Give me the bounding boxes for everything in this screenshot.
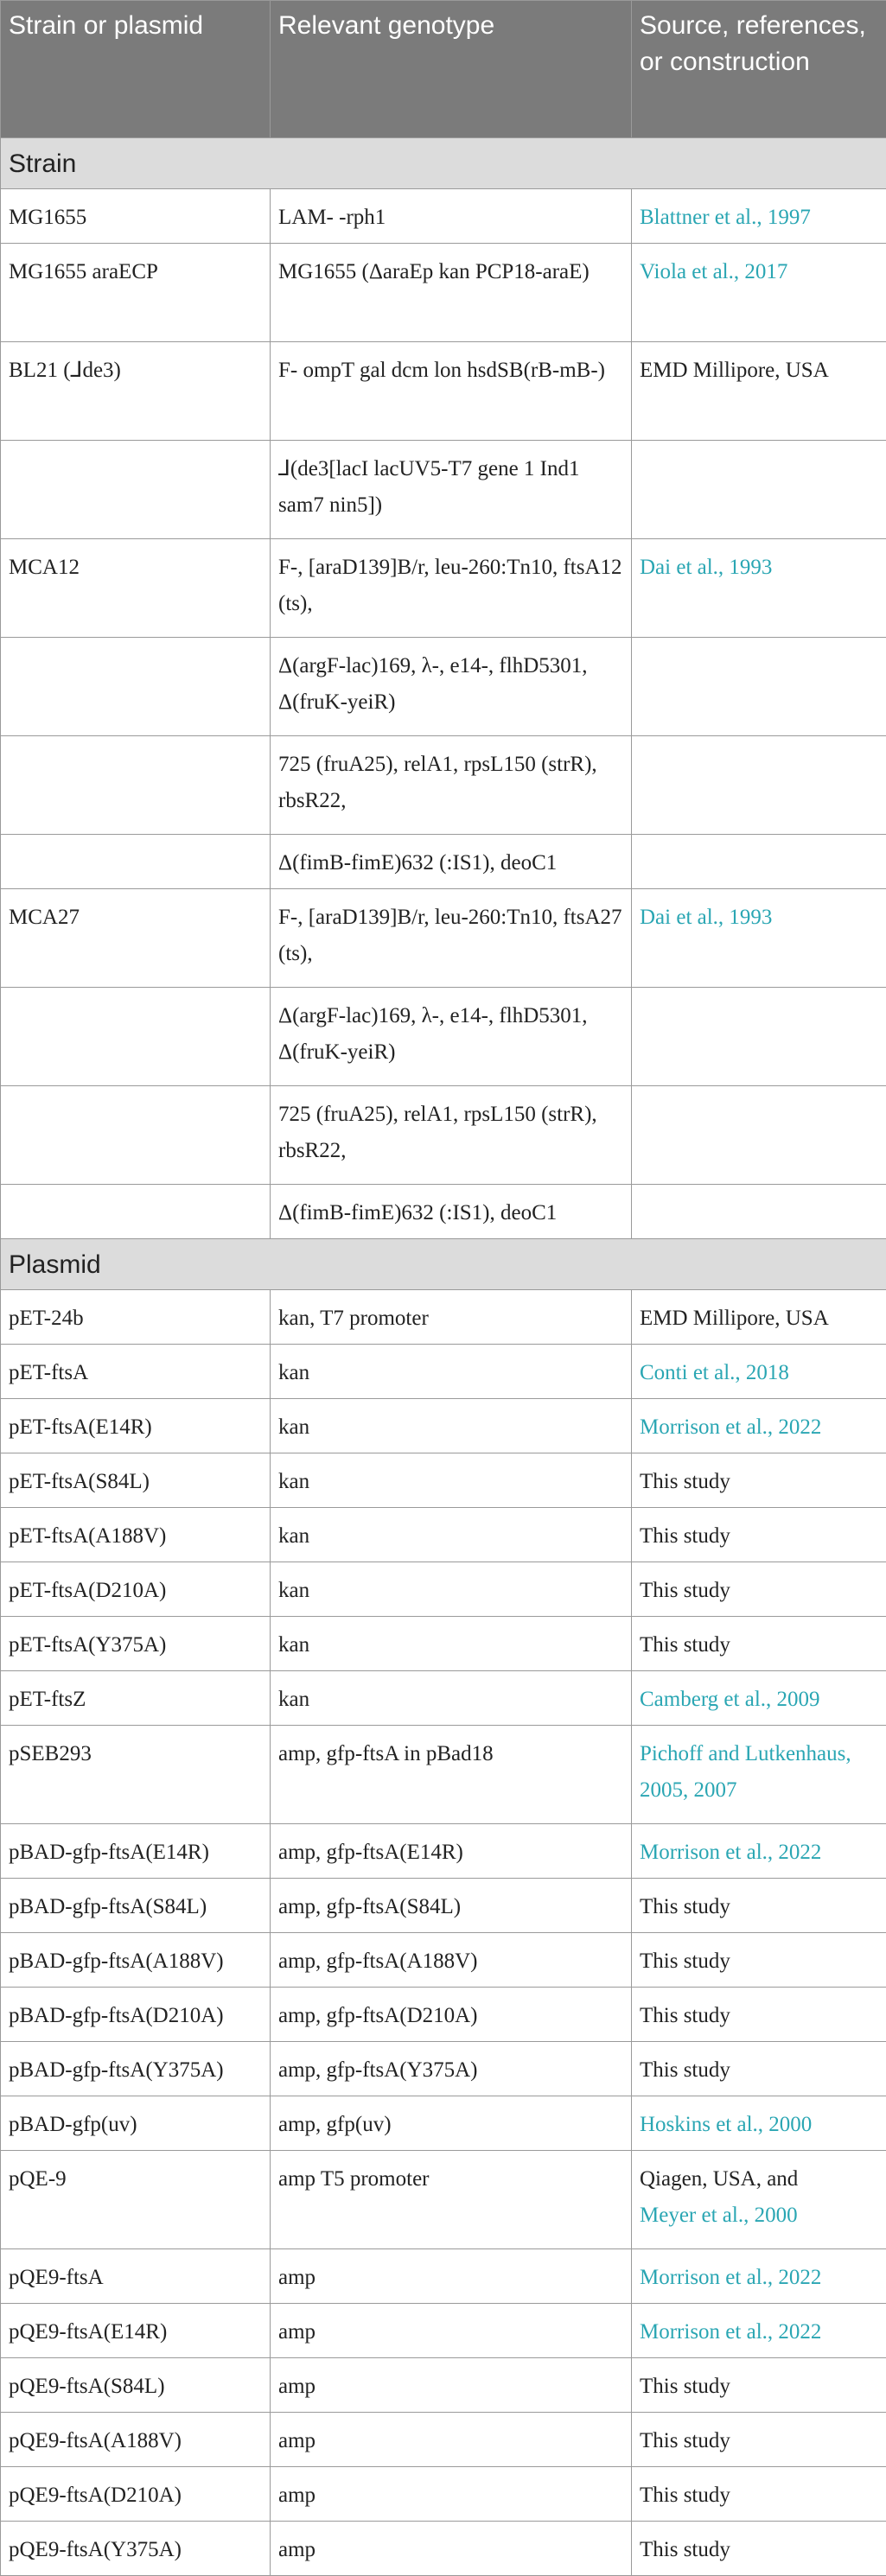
strain-or-plasmid-cell: MCA27 <box>1 889 271 988</box>
source-cell <box>632 736 886 835</box>
source-cell: This study <box>632 2522 886 2576</box>
source-cell: EMD Millipore, USA <box>632 342 886 441</box>
section-title: Plasmid <box>1 1239 886 1290</box>
source-cell <box>632 988 886 1086</box>
genotype-cell: amp, gfp(uv) <box>271 2096 632 2151</box>
reference-link[interactable]: Camberg et al., 2009 <box>632 1671 886 1726</box>
genotype-cell: F-, [araD139]B/r, leu-260:Tn10, ftsA27 (ts), <box>271 889 632 988</box>
genotype-cell: 725 (fruA25), relA1, rpsL150 (strR), rbsR22, <box>271 736 632 835</box>
strain-or-plasmid-cell: pQE-9 <box>1 2151 271 2249</box>
table-header-row <box>1 1 886 138</box>
source-cell: This study <box>632 1453 886 1508</box>
strain-or-plasmid-cell: pBAD-gfp-ftsA(A188V) <box>1 1933 271 1988</box>
genotype-cell: kan <box>271 1671 632 1726</box>
strain-or-plasmid-cell: pET-ftsA <box>1 1345 271 1399</box>
genotype-cell: Δ(argF-lac)169, λ-, e14-, flhD5301, Δ(fruK-yeiR) <box>271 988 632 1086</box>
strain-or-plasmid-cell: pET-ftsA(D210A) <box>1 1562 271 1617</box>
table-row <box>1 1933 886 1988</box>
reference-link[interactable]: Morrison et al., 2022 <box>632 2249 886 2304</box>
source-text: Qiagen, USA, and <box>640 2167 798 2191</box>
strain-or-plasmid-cell: pET-ftsA(S84L) <box>1 1453 271 1508</box>
strain-or-plasmid-cell: pQE9-ftsA(S84L) <box>1 2358 271 2413</box>
genotype-cell: Δ(fimB-fimE)632 (:IS1), deoC1 <box>271 835 632 889</box>
genotype-cell: Δ(argF-lac)169, λ-, e14-, flhD5301, Δ(fruK-yeiR) <box>271 638 632 736</box>
strain-or-plasmid-cell <box>1 638 271 736</box>
reference-link[interactable]: Meyer et al., 2000 <box>640 2204 798 2227</box>
table-row <box>1 1671 886 1726</box>
table-row <box>1 1185 886 1239</box>
genotype-cell: amp, gfp-ftsA(A188V) <box>271 1933 632 1988</box>
table-row <box>1 2467 886 2522</box>
section-header-row <box>1 138 886 189</box>
source-cell: This study <box>632 1988 886 2042</box>
genotype-cell: F- ompT gal dcm lon hsdSB(rB-mB-) <box>271 342 632 441</box>
strain-or-plasmid-cell: pQE9-ftsA(E14R) <box>1 2304 271 2358</box>
strain-or-plasmid-cell: pBAD-gfp-ftsA(E14R) <box>1 1824 271 1879</box>
strain-or-plasmid-cell: pET-ftsA(Y375A) <box>1 1617 271 1671</box>
source-cell: This study <box>632 2042 886 2096</box>
table-row <box>1 736 886 835</box>
strain-or-plasmid-cell: pBAD-gfp-ftsA(S84L) <box>1 1879 271 1933</box>
source-cell: This study <box>632 1933 886 1988</box>
genotype-cell: amp <box>271 2304 632 2358</box>
source-cell <box>632 1086 886 1185</box>
reference-link[interactable]: Morrison et al., 2022 <box>632 2304 886 2358</box>
genotype-cell: kan <box>271 1508 632 1562</box>
genotype-cell: kan <box>271 1345 632 1399</box>
strain-or-plasmid-cell: pBAD-gfp-ftsA(D210A) <box>1 1988 271 2042</box>
reference-link[interactable]: Pichoff and Lutkenhaus, 2005, 2007 <box>632 1726 886 1824</box>
genotype-cell: MG1655 (ΔaraEp kan PCP18-araE) <box>271 244 632 342</box>
strain-or-plasmid-cell <box>1 835 271 889</box>
reference-link[interactable]: Conti et al., 2018 <box>632 1345 886 1399</box>
table-row <box>1 2413 886 2467</box>
genotype-cell: Δ(fimB-fimE)632 (:IS1), deoC1 <box>271 1185 632 1239</box>
table-row <box>1 1399 886 1453</box>
genotype-cell: kan <box>271 1562 632 1617</box>
genotype-cell: amp, gfp-ftsA(S84L) <box>271 1879 632 1933</box>
table-row <box>1 539 886 638</box>
strain-or-plasmid-cell <box>1 988 271 1086</box>
strain-or-plasmid-cell: pET-ftsZ <box>1 1671 271 1726</box>
genotype-cell: amp, gfp-ftsA(D210A) <box>271 1988 632 2042</box>
table-row <box>1 2304 886 2358</box>
genotype-cell: amp, gfp-ftsA(E14R) <box>271 1824 632 1879</box>
genotype-cell: amp, gfp-ftsA(Y375A) <box>271 2042 632 2096</box>
genotype-cell: amp T5 promoter <box>271 2151 632 2249</box>
genotype-cell: kan <box>271 1453 632 1508</box>
reference-link[interactable]: Viola et al., 2017 <box>632 244 886 342</box>
table-row <box>1 2096 886 2151</box>
genotype-cell: kan <box>271 1617 632 1671</box>
table-row <box>1 2249 886 2304</box>
genotype-cell: LAM- -rph1 <box>271 189 632 244</box>
strain-or-plasmid-cell: MG1655 <box>1 189 271 244</box>
strain-or-plasmid-cell <box>1 736 271 835</box>
section-header-row <box>1 1239 886 1290</box>
genotype-cell: amp <box>271 2358 632 2413</box>
genotype-cell: amp <box>271 2522 632 2576</box>
source-cell: This study <box>632 1508 886 1562</box>
genotype-cell: F-, [araD139]B/r, leu-260:Tn10, ftsA12 (ts), <box>271 539 632 638</box>
header-source: Source, references, or construction <box>632 1 886 138</box>
reference-link[interactable]: Dai et al., 1993 <box>632 889 886 988</box>
table-row <box>1 1726 886 1824</box>
source-cell <box>632 835 886 889</box>
source-cell: This study <box>632 2358 886 2413</box>
source-cell <box>632 638 886 736</box>
genotype-cell: kan, T7 promoter <box>271 1290 632 1345</box>
genotype-cell: kan <box>271 1399 632 1453</box>
strain-or-plasmid-cell: pET-ftsA(E14R) <box>1 1399 271 1453</box>
table-row <box>1 1508 886 1562</box>
strain-or-plasmid-cell: pQE9-ftsA <box>1 2249 271 2304</box>
genotype-cell: amp <box>271 2467 632 2522</box>
table-body <box>1 138 886 2576</box>
table-row <box>1 835 886 889</box>
source-cell: This study <box>632 1879 886 1933</box>
table-row <box>1 1988 886 2042</box>
genotype-cell: amp, gfp-ftsA in pBad18 <box>271 1726 632 1824</box>
table-row <box>1 1290 886 1345</box>
table-row <box>1 638 886 736</box>
table-row <box>1 2358 886 2413</box>
strain-or-plasmid-cell: pBAD-gfp-ftsA(Y375A) <box>1 2042 271 2096</box>
header-relevant-genotype: Relevant genotype <box>271 1 632 138</box>
table-row <box>1 1879 886 1933</box>
source-cell: This study <box>632 2413 886 2467</box>
table-row <box>1 988 886 1086</box>
source-cell <box>632 441 886 539</box>
strain-or-plasmid-cell: MG1655 araECP <box>1 244 271 342</box>
strain-or-plasmid-cell: pQE9-ftsA(D210A) <box>1 2467 271 2522</box>
source-cell <box>632 2151 886 2249</box>
strain-or-plasmid-cell: pSEB293 <box>1 1726 271 1824</box>
table-row <box>1 1345 886 1399</box>
reference-link[interactable]: Hoskins et al., 2000 <box>632 2096 886 2151</box>
strain-or-plasmid-cell: pET-24b <box>1 1290 271 1345</box>
strain-or-plasmid-cell: MCA12 <box>1 539 271 638</box>
table-row <box>1 1617 886 1671</box>
strain-or-plasmid-cell: pQE9-ftsA(A188V) <box>1 2413 271 2467</box>
strain-or-plasmid-cell <box>1 1185 271 1239</box>
reference-link[interactable]: Morrison et al., 2022 <box>632 1399 886 1453</box>
table-row <box>1 441 886 539</box>
table-row <box>1 244 886 342</box>
table-row <box>1 2042 886 2096</box>
table-row <box>1 1453 886 1508</box>
table-row <box>1 1562 886 1617</box>
header-strain-or-plasmid: Strain or plasmid <box>1 1 271 138</box>
table-row <box>1 889 886 988</box>
table-row <box>1 189 886 244</box>
source-cell: This study <box>632 1617 886 1671</box>
table-row <box>1 1086 886 1185</box>
source-cell: This study <box>632 1562 886 1617</box>
genotype-cell: amp <box>271 2413 632 2467</box>
genotype-cell: amp <box>271 2249 632 2304</box>
table-row <box>1 342 886 441</box>
source-cell <box>632 1185 886 1239</box>
genotype-cell: 725 (fruA25), relA1, rpsL150 (strR), rbsR22, <box>271 1086 632 1185</box>
reference-link[interactable]: Blattner et al., 1997 <box>632 189 886 244</box>
reference-link[interactable]: Morrison et al., 2022 <box>632 1824 886 1879</box>
reference-link[interactable]: Dai et al., 1993 <box>632 539 886 638</box>
strain-or-plasmid-cell: pQE9-ftsA(Y375A) <box>1 2522 271 2576</box>
table-row <box>1 2151 886 2249</box>
table-row <box>1 1824 886 1879</box>
genotype-cell: ⅃(de3[lacI lacUV5-T7 gene 1 Ind1 sam7 nin5]) <box>271 441 632 539</box>
source-cell: This study <box>632 2467 886 2522</box>
section-title: Strain <box>1 138 886 189</box>
strain-or-plasmid-cell <box>1 1086 271 1185</box>
strain-or-plasmid-cell <box>1 441 271 539</box>
strain-or-plasmid-cell: pET-ftsA(A188V) <box>1 1508 271 1562</box>
table-row <box>1 2522 886 2576</box>
strain-or-plasmid-cell: BL21 (⅃de3) <box>1 342 271 441</box>
source-cell: EMD Millipore, USA <box>632 1290 886 1345</box>
strain-or-plasmid-cell: pBAD-gfp(uv) <box>1 2096 271 2151</box>
